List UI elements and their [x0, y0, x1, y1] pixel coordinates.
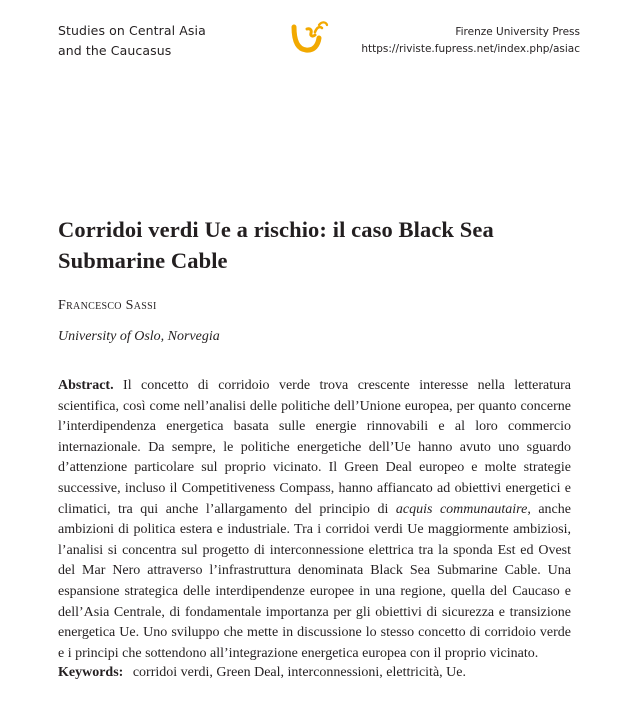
keywords-label: Keywords: [58, 665, 124, 680]
publisher-name: Firenze University Press [455, 26, 580, 38]
keywords [58, 665, 466, 681]
keywords-list: corridoi verdi, Green Deal, interconnessioni, elettricità, Ue. [132, 665, 466, 680]
journal-name [58, 21, 206, 61]
abstract-text-part1: Il concetto di corridoio verde trova crescente interesse nella letteratura scientifica, così come nell’analisi delle politiche dell’Unione europea, per quanto concerne l’interdipendenza energetica basata sulle energie rinnovabili e al loro commercio internazionale. Da sempre, le politiche energetiche dell’Ue hanno avuto uno sguardo d’attenzione particolare sul proprio vicinato. Il Green Deal europeo e molte strategie successive, incluso il Competitiveness Compass, hanno affiancato ad obiettivi energetici e climatici, tra qui anche l’allargamento del principio di [58, 378, 571, 517]
fup-logo-icon [291, 20, 331, 56]
abstract-text-part2: , anche ambizioni di politica estera e industriale. Tra i corridoi verdi Ue maggiormente ambiziosi, l’analisi si concentra sul progetto di interconnessione elettrica tra la sponda Est ed Ovest del Mar Nero attraverso l’infrastruttura denominata Black Sea Submarine Cable. Una espansione strategica delle interdipendenze europee in una regione, quella del Caucaso e dell’Asia Centrale, di fondamentale importanza per gli obiettivi di sicurezza e transizione energetica Ue. Uno sviluppo che mette in discussione lo stesso concetto di corridoio verde e i principi che sottendono all’integrazione energetica europea con il proprio vicinato. [58, 501, 571, 661]
journal-url[interactable]: https://riviste.fupress.net/index.php/asiac [361, 43, 580, 55]
abstract-label: Abstract. [58, 378, 114, 393]
author-affiliation: University of Oslo, Norvegia [58, 329, 220, 344]
journal-name-line2: and the Caucasus [58, 43, 172, 58]
publisher-info [361, 24, 580, 58]
abstract [58, 376, 571, 664]
article-title: Corridoi verdi Ue a rischio: il caso Black Sea Submarine Cable [58, 217, 494, 273]
abstract-italic-term: acquis communautaire [395, 501, 528, 517]
author-name: Francesco Sassi [58, 298, 157, 313]
journal-name-line1: Studies on Central Asia [58, 23, 206, 38]
